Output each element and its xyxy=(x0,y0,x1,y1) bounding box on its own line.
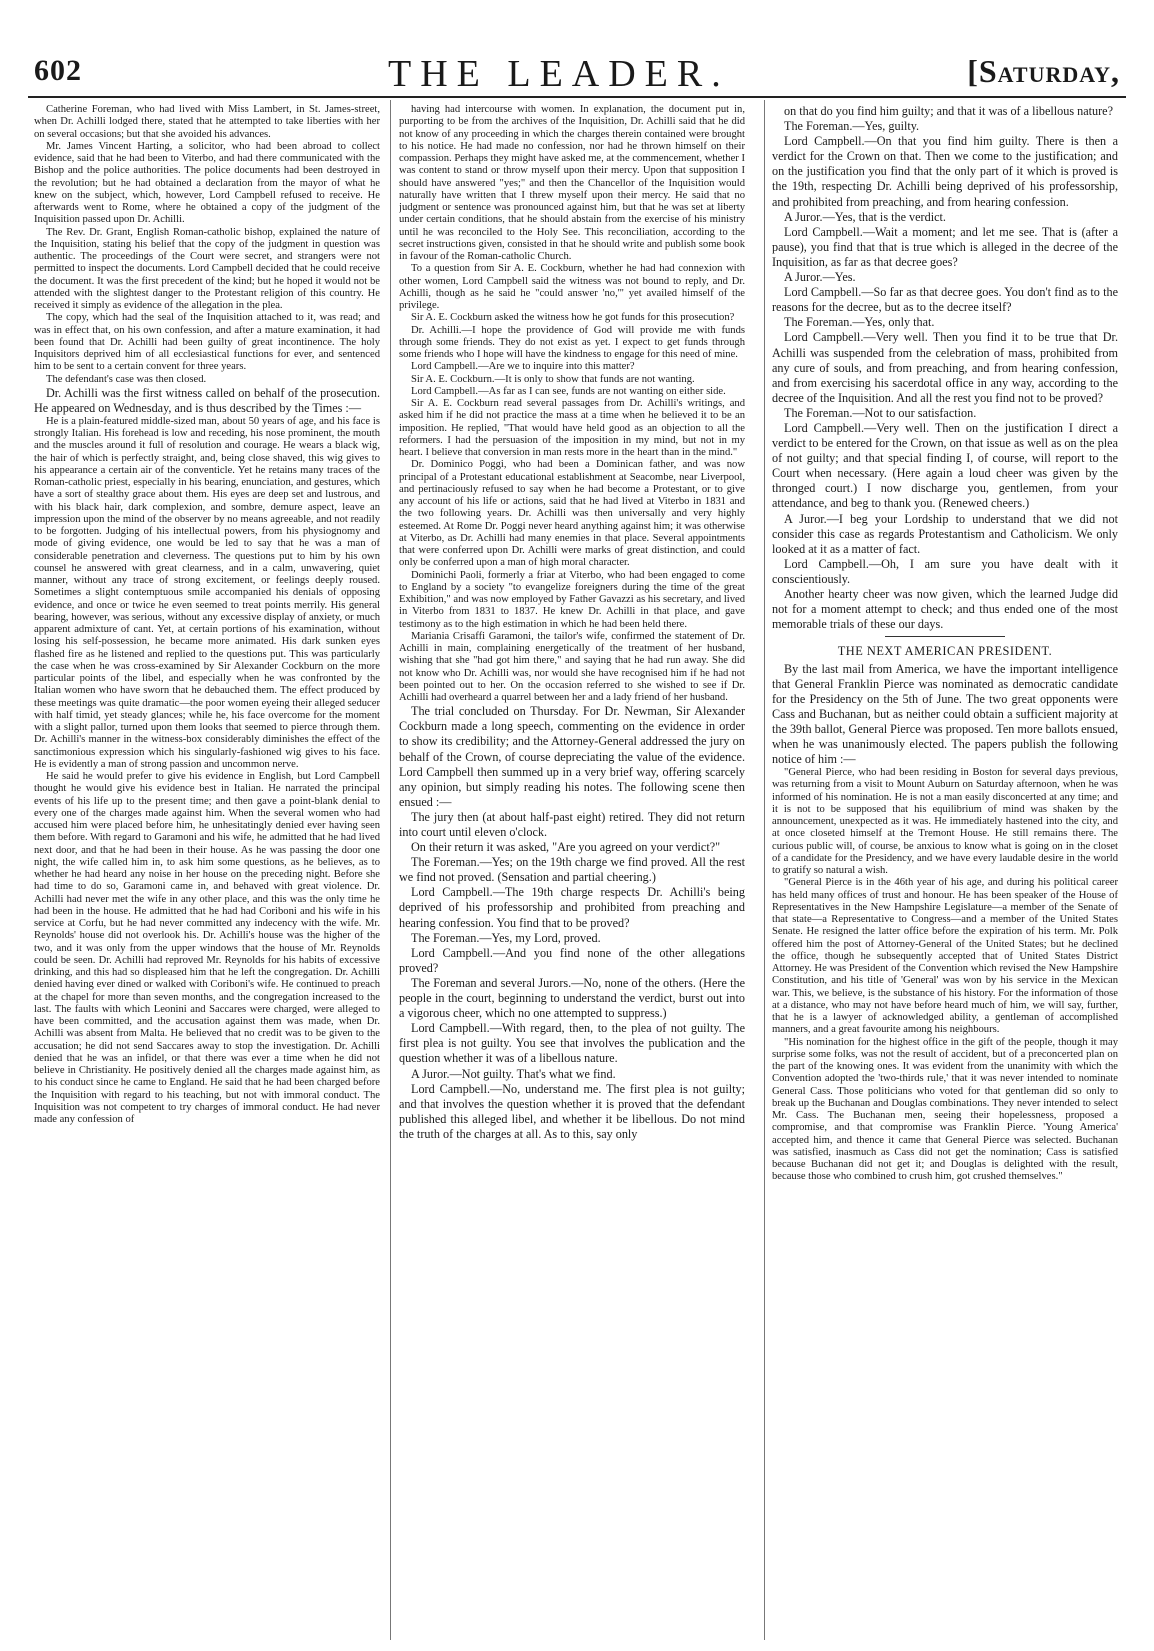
article-paragraph: On their return it was asked, "Are you agreed on your verdict?" xyxy=(411,840,721,855)
article-paragraph: Mr. James Vincent Harting, a solicitor, who had been abroad to collect evidence, said that he had been to Viterbo, and had there communicated with the Bishop and the police authorities. The police documents had been destroyed in the revolution; but he had obtained a declaration from the mayor of what he knew on the subject, which, however, Lord Campbell refused to receive. He afterwards went to Rome, where he obtained a copy of the judgment of the Inquisition passed upon Dr. Achilli. xyxy=(34,140,380,226)
column-2 xyxy=(399,104,745,1634)
article-paragraph: The Foreman.—Yes, only that. xyxy=(784,315,935,330)
article-paragraph: Mariania Crisaffi Garamoni, the tailor's wife, confirmed the statement of Dr. Achilli in main, complaining energetically of the treatment of her husband, wishing that she "had got him there," and saying that he had run away. She did not know who Dr. Achilli was, nor would she have recognised him if he had not been pointed out to her. On the occasion referred to she wished to see if Dr. Achilli had overheard a quarrel between her and a lady friend of her husband. xyxy=(399,630,745,703)
masthead-rule xyxy=(28,96,1126,98)
article-paragraph: Lord Campbell.—Oh, I am sure you have dealt with it conscientiously. xyxy=(772,556,1118,586)
article-paragraph: "His nomination for the highest office in the gift of the people, though it may surprise some folks, was not the result of accident, but of a preconcerted plan on the part of the knowing ones. It was evident from the unanimity with which the Convention adopted the 'two-thirds rule,' that it was never intended to nominate General Cass. Those politicians who voted for that gentleman did so only to break up the Buchanan and Douglas combinations. They never intended to select Mr. Cass. The Buchanan men, seeing their hopelessness, proposed a compromise, and that compromise was Franklin Pierce. 'Young America' accepted him, and thence it came that General Pierce was selected. Buchanan was satisfied, inasmuch as Cass did not get the nomination; Cass is satisfied because Buchanan did not get it; and Douglas is delighted with the result, because those who combined to crush him, got crushed themselves." xyxy=(772,1036,1118,1183)
section-heading: THE NEXT AMERICAN PRESIDENT. xyxy=(837,644,1053,659)
article-paragraph: The Foreman.—Yes, my Lord, proved. xyxy=(411,930,601,945)
article-paragraph: A Juror.—Yes. xyxy=(784,270,856,285)
article-paragraph: Sir A. E. Cockburn.—It is only to show that funds are not wanting. xyxy=(411,373,695,385)
article-paragraph: Sir A. E. Cockburn read several passages from Dr. Achilli's writings, and asked him if he did not practice the mass at a time when he believed it to be an imposition. He replied, "That would have held good as an objection to all the reformers. I had the persuasion of the imposition in my mind, but not in my heart. I believe that conversion in man rests more in the heart than in the mind." xyxy=(399,398,745,458)
masthead xyxy=(28,48,1126,98)
article-paragraph: The defendant's case was then closed. xyxy=(46,373,207,385)
newspaper-title: THE LEADER. xyxy=(388,53,730,95)
article-paragraph: By the last mail from America, we have the important intelligence that General Franklin Pierce was nominated as democratic candidate for the Presidency on the 5th of June. The two great opponents were Cass and Buchanan, but as neither could obtain a sufficient majority at the 39th ballot, General Pierce was proposed. Ten more ballots ensued, when he was unanimously elected. The papers publish the following notice of him :— xyxy=(772,661,1118,767)
article-paragraph: The copy, which had the seal of the Inquisition attached to it, was read; and was in effect that, on his own confession, and after a mature examination, it had been found that Dr. Achilli had been guilty of great incontinence. The holy Inquisitors deprived him of all ecclesiastical functions for ever, and sentenced him to be sent to a certain convent for three years. xyxy=(34,312,380,373)
article-paragraph: "General Pierce, who had been residing in Boston for several days previous, was returning from a visit to Mount Auburn on Saturday afternoon, when he was informed of his nomination. He is not a man easily disconcerted at any time; and it is not to be supposed that his equilibrium of mind was shaken by the announcement, unexpected as it was. He immediately hastened into the city, and at once closeted himself at the Tremont House. He still remains there. The curious public will, of course, be anxious to know what is going on in the closet of a candidate for the Presidency, and we have every laudable desire in the world to gratify so natural a wish. xyxy=(772,767,1118,877)
article-paragraph: Lord Campbell.—Are we to inquire into this matter? xyxy=(411,361,635,373)
column-divider xyxy=(390,100,391,1640)
article-paragraph: Catherine Foreman, who had lived with Miss Lambert, in St. James-street, when Dr. Achilli lodged there, stated that he attempted to take liberties with her on several occasions; but that she avoided his advances. xyxy=(34,104,380,140)
article-paragraph: Sir A. E. Cockburn asked the witness how he got funds for this prosecution? xyxy=(411,312,735,324)
article-paragraph: The Foreman.—Yes; on the 19th charge we find proved. All the rest we find not proved. (Sensation and partial cheering.) xyxy=(399,855,745,885)
article-paragraph: The trial concluded on Thursday. For Dr. Newman, Sir Alexander Cockburn made a long speech, commenting on the evidence in order to show its credibility; and the Attorney-General addressed the jury on behalf of the Crown, of course depreciating the value of the evidence. Lord Campbell then summed up in a very brief way, offering scarcely any opinion, but simply reading his notes. The following scene then ensued :— xyxy=(399,704,745,809)
article-paragraph: Lord Campbell.—And you find none of the other allegations proved? xyxy=(399,945,745,975)
article-paragraph: The Rev. Dr. Grant, English Roman-catholic bishop, explained the nature of the Inquisition, stating his belief that the copy of the judgment in question was authentic. The proceedings of the Court were secret, and strangers were not permitted to inspect the documents. Lord Campbell decided that he could receive the document. It was the first precedent of the kind; but he hoped it would not be attended with the slightest danger to the Protestant religion of this country. He received it simply as evidence of the allegation in the plea. xyxy=(34,226,380,311)
article-paragraph: The jury then (at about half-past eight) retired. They did not return into court until eleven o'clock. xyxy=(399,809,745,839)
article-paragraph: The Foreman.—Yes, guilty. xyxy=(784,119,920,134)
column-3 xyxy=(772,104,1118,1634)
article-paragraph: having had intercourse with women. In explanation, the document put in, purporting to be from the archives of the Inquisition, Dr. Achilli said that he did not know of any proceeding in which the charges therein contained were brought to his notice. He had made no confession, nor had he thrown himself on their compassion. Perhaps they might have asked me, at the commencement, whether I was content to stand or throw myself upon their mercy. Upon that supposition I should have answered "yes;" and then the Chancellor of the Inquisition would naturally have written that I threw myself upon their mercy. He said that no judgment or sentence was pronounced against him, but that he was set at liberty under certain conditions, that he should abstain from the exercise of his ministry until he was reconciled to the Holy See. This reconciliation, according to the secret instructions given, consisted in that he should write and publish some book in favour of the Roman-catholic Church. xyxy=(399,104,745,262)
article-paragraph: A Juror.—Not guilty. That's what we find. xyxy=(411,1066,616,1081)
article-paragraph: Lord Campbell.—So far as that decree goes. You don't find as to the reasons for the decree, but as to the decree itself? xyxy=(772,285,1118,315)
heading-rule xyxy=(885,636,1005,637)
article-paragraph: Lord Campbell.—Very well. Then on the justification I direct a verdict to be entered for the Crown, on that issue as well as on the plea of not guilty; and that special finding I, of course, will report to the Court when necessary. (Here again a loud cheer was given by the thronged court.) I now discharge you, gentlemen, from your attendance, and beg to thank you. (Renewed cheers.) xyxy=(772,420,1118,511)
article-paragraph: The Foreman and several Jurors.—No, none of the others. (Here the people in the court, beginning to understand the verdict, burst out into a vigorous cheer, which no one attempted to suppress.) xyxy=(399,975,745,1021)
column-divider xyxy=(764,100,765,1640)
article-paragraph: Lord Campbell.—Very well. Then you find it to be true that Dr. Achilli was suspended from the celebration of mass, prohibited from any cure of souls, and from preaching, and from hearing confession, and from exercising his sacerdotal office in any way, according to the decree of the Inquisition. And all the rest you find not to be proved? xyxy=(772,330,1118,405)
article-paragraph: Dominichi Paoli, formerly a friar at Viterbo, who had been engaged to come to England by a society "to evangelize foreigners during the time of the great Exhibition," and was now employed by Father Gavazzi as his secretary, and lived in Viterbo from 1831 to 1837. He knew Dr. Achilli in that place, and gave testimony as to the high estimation in which he had been held there. xyxy=(399,569,745,630)
article-paragraph: Lord Campbell.—Wait a moment; and let me see. That is (after a pause), you find that that is true which is alleged in the decree of the Inquisition, as far as that decree goes? xyxy=(772,224,1118,269)
article-paragraph: Lord Campbell.—On that you find him guilty. There is then a verdict for the Crown on that. Then we come to the justification; and on the justification you find that the only part of it which is proved is the 19th, respecting Dr. Achilli being deprived of his professorship, and prohibited from preaching, and from hearing confession. xyxy=(772,134,1118,209)
page-number: 602 xyxy=(34,54,82,87)
article-paragraph: A Juror.—Yes, that is the verdict. xyxy=(784,209,946,224)
article-paragraph: Lord Campbell.—No, understand me. The first plea is not guilty; and that involves the question whether it is proved that the defendant published this alleged libel, and whether it be libellous. Do not mind the truth of the charges at all. As to this, say only xyxy=(399,1081,745,1141)
article-paragraph: "General Pierce is in the 46th year of his age, and during his political career has held many offices of trust and honour. He has been speaker of the House of Representatives in the New Hampshire Legislature—a member of the Senate of that state—a Representative to Congress—and a member of the United States Senate. He resigned the latter office before the expiration of his term. Mr. Polk offered him the post of Attorney-General of the United States; but he declined the office, though he subsequently accepted that of United States District Attorney. He was President of the Convention which revised the New Hampshire Constitution, and his title of 'General' was won by his service in the Mexican war. This, we believe, is the substance of his history. For the information of those at a distance, who may not have before heard much of him, we will say, further, that he is a lawyer of acknowledged ability, a gentleman of accomplished manners, and a great favourite among his neighbours. xyxy=(772,877,1118,1036)
article-paragraph: The Foreman.—Not to our satisfaction. xyxy=(784,405,977,420)
article-paragraph: Dr. Achilli.—I hope the providence of God will provide me with funds through some friends. They do not exist as yet. I expect to get funds through some friends who I hope will have the kindness to engage for this need of mine. xyxy=(399,324,745,360)
article-paragraph: Lord Campbell.—The 19th charge respects Dr. Achilli's being deprived of his professorship and prohibited from preaching and hearing confession. You find that to be proved? xyxy=(399,885,745,930)
article-paragraph: Another hearty cheer was now given, which the learned Judge did not for a moment attempt to check; and thus ended one of the most memorable trials of these our days. xyxy=(772,587,1118,632)
article-paragraph: Dr. Achilli was the first witness called on behalf of the prosecution. He appeared on Wednesday, and is thus described by the Times :— xyxy=(34,385,380,415)
article-paragraph: Lord Campbell.—As far as I can see, funds are not wanting on either side. xyxy=(411,385,726,397)
article-paragraph: Lord Campbell.—With regard, then, to the plea of not guilty. The first plea is not guilty. You see that involves the publication and the question whether it was of a libellous nature. xyxy=(399,1021,745,1066)
article-paragraph: A Juror.—I beg your Lordship to understand that we did not consider this case as regards Protestantism and Catholicism. We only looked at it as a matter of fact. xyxy=(772,511,1118,556)
article-paragraph: He is a plain-featured middle-sized man, about 50 years of age, and his face is strongly Italian. His forehead is low and receding, his nose prominent, the mouth and the muscles around it full of resolution and courage. He wears a black wig, the hair of which is perfectly straight, and, being close shaved, this wig gives to his appearance a certain air of the conventicle. Yet he retains many traces of the Roman-catholic priest, especially in his bearing, enunciation, and gestures, which have a sort of stealthy grace about them. His eyes are deep set and lustrous, and with his black hair, dark complexion, and sombre, demure aspect, leave an impression upon the mind of the observer by no means agreeable, and not readily to be forgotten. Judging of his intellectual powers, from his physiognomy and mode of giving evidence, one would be led to say that he was a man of considerable penetration and cleverness. The questions put to him by his own counsel he answered with great clearness, and in a calm, unwavering, quiet manner, without any trace of strong excitement, or feelings deeply roused. Sometimes a slight contemptuous smile accompanied his denials of opposing evidence, and once or twice he even seemed to treat points merrily. His general bearing, however, was serious, without any excessive display of anxiety, or much apparent admixture of cant. Yet, at certain portions of his examination, without losing his self-possession, he became more animated. His dark sunken eyes flashed fire as he listened and replied to the questions put. This was particularly the case when he was cross-examined by Sir Alexander Cockburn on the more particular points of the libel, and especially when he was confronted by the Italian women who have sworn that he debauched them. The effect produced by these meetings was quite dramatic—the poor women eyeing their alleged seducer with half timid, yet steady glances; while he, his face overcome for the moment with a slight pallor, turned upon them looks that seemed to pierce through them. Dr. Achilli's manner in the witness-box considerably diminishes the effect of the sanctimonious expression which his singularly-fashioned wig gives to his face. He is evidently a man of strong passion and uncommon nerve. xyxy=(34,415,380,770)
article-paragraph: To a question from Sir A. E. Cockburn, whether he had had connexion with other women, Lord Campbell said the witness was not bound to reply, and Dr. Achilli, though as he said he "could answer 'no,'" yet availed himself of the privilege. xyxy=(399,263,745,311)
article-paragraph: Dr. Dominico Poggi, who had been a Dominican father, and was now principal of a Protestant educational establishment at Seacombe, near Liverpool, and pertinaciously refused to say when he had become a Protestant, or to give any account of his life or actions, said that he had lived at Viterbo in 1831 and the two following years. Dr. Achilli was then universally and very highly esteemed. At Rome Dr. Poggi never heard anything against him; it was otherwise at Viterbo, as Dr. Achilli had many enemies in that place. Several appointments that were conferred upon Dr. Achilli were marks of great distinction, and could only be conferred upon a man of high moral character. xyxy=(399,459,745,569)
article-paragraph: on that do you find him guilty; and that it was of a libellous nature? xyxy=(784,104,1114,118)
article-paragraph: He said he would prefer to give his evidence in English, but Lord Campbell thought he would give his evidence best in Italian. He narrated the principal events of his life up to the present time; and then gave a point-blank denial to every one of the charges made against him. When the several women who had accused him were placed before him, he unhesitatingly denied ever having seen them before. With regard to Garamoni and his wife, he admitted that he had lived next door, and that he had been in their house. As he was passing the door one night, the wife called him in, to ask him some questions, as he believes, as to whether he had heard any noise in her house on the preceding night. Before she had time to do so, Garamoni came in, and behaved with great violence. Dr. Achilli had never met the wife in any other place, and this was the only time he had been in the house. He admitted that he had had Coriboni and his wife in his service at Corfu, but he had never committed any indecency with the wife. Mr. Reynolds' house did not overlook his. Dr. Achilli's house was the higher of the two, and it was only from the upper windows that the house of Mr. Reynolds could be seen. Dr. Achilli had reproved Mr. Reynolds for his habits of excessive drinking, and this had so displeased him that he left the congregation. Dr. Achilli denied having ever dined or walked with Coriboni's wife. He continued to preach at the chapel for more than seven months, and the congregation increased to the last. The faults with which Leonini and Saccares were charged, were alleged to have been committed, and the accusation against them was made, when Dr. Achilli was absent from Malta. He believed that no credit was to be given to the accusation; he did not send Saccares away to stop the investigation. Dr. Achilli denied that he was an infidel, or that there was ever a time when he did not believe in Christianity. He positively denied all the charges made against him, as to his conduct since he came to England. He said that he had been charged before the Inquisition with regard to his teaching, but not with immoral conduct. The Inquisition was not competent to try charges of immoral conduct. He had never made any confession of xyxy=(34,771,380,1126)
issue-day: [Saturday, xyxy=(967,53,1120,89)
column-1 xyxy=(34,104,380,1634)
